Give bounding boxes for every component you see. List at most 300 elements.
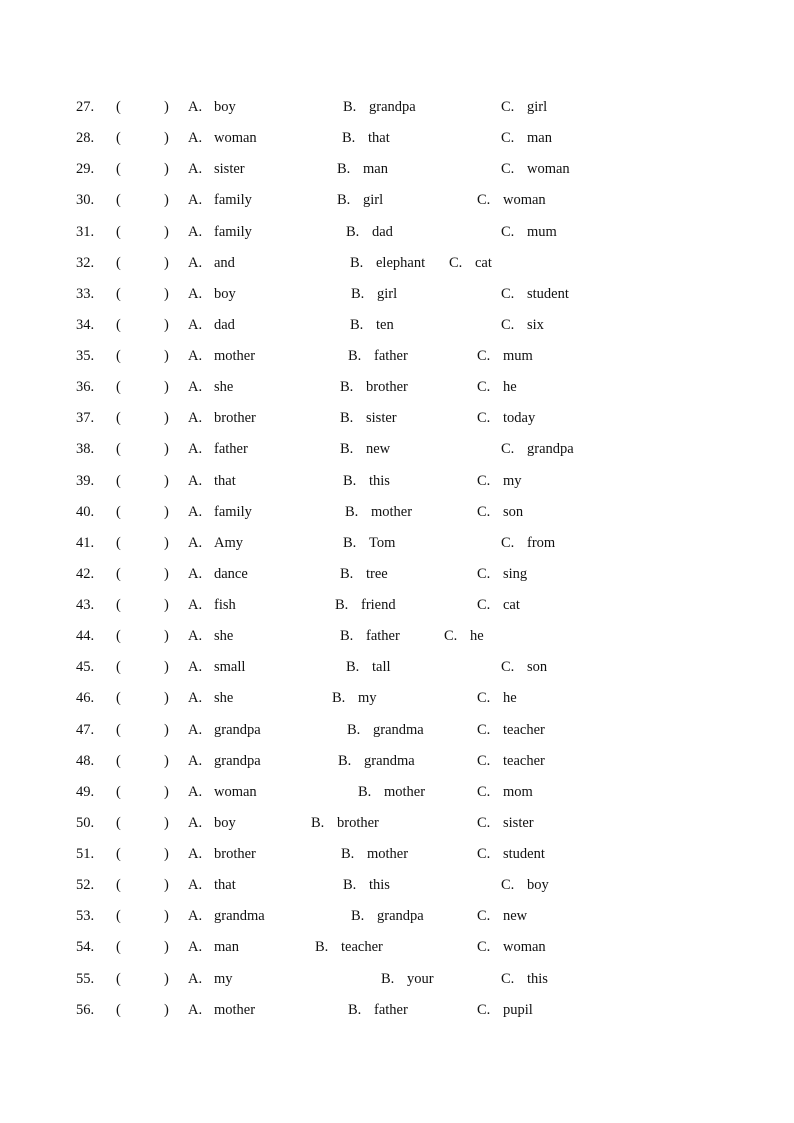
option-c-word: sing [503,566,528,582]
option-b [337,159,388,179]
answer-blank-open: ( [116,939,121,955]
option-a-letter: A. [188,1002,203,1018]
option-b-letter: B. [311,815,325,831]
option-a-word: grandpa [214,722,261,738]
option-b-word: girl [377,286,398,302]
answer-blank-open: ( [116,535,121,551]
option-a-letter: A. [188,130,203,146]
option-c [477,937,546,957]
option-a-letter: A. [188,877,203,893]
option-c [477,720,545,740]
question-row [0,626,794,646]
question-row [0,937,794,957]
option-c-letter: C. [501,441,515,457]
option-b-word: this [369,473,390,489]
option-a [188,688,233,708]
option-a-word: father [214,441,248,457]
answer-blank-open: ( [116,597,121,613]
answer-blank-open: ( [116,286,121,302]
option-b-word: brother [337,815,379,831]
option-a-word: boy [214,99,236,115]
option-c-letter: C. [501,161,515,177]
option-a-letter: A. [188,255,203,271]
option-c-word: he [470,628,484,644]
option-a-letter: A. [188,939,203,955]
option-a-word: fish [214,597,236,613]
question-number: 45. [76,659,95,675]
question-number: 50. [76,815,95,831]
question-row [0,97,794,117]
option-c-letter: C. [477,348,491,364]
option-a [188,346,255,366]
answer-blank-close: ) [164,192,169,208]
option-c [501,97,547,117]
option-a-letter: A. [188,753,203,769]
option-c-word: boy [527,877,549,893]
option-b-word: grandpa [369,99,416,115]
option-c [477,377,517,397]
option-c-letter: C. [477,722,491,738]
answer-blank-open: ( [116,908,121,924]
option-a-word: she [214,690,234,706]
option-b-word: teacher [341,939,383,955]
option-b-letter: B. [337,161,351,177]
option-b [342,128,390,148]
option-c-word: man [527,130,552,146]
option-a-letter: A. [188,410,203,426]
option-c-word: woman [503,192,546,208]
option-b-word: mother [384,784,426,800]
option-c-word: today [503,410,536,426]
answer-blank-close: ) [164,722,169,738]
question-row [0,346,794,366]
option-b-word: this [369,877,390,893]
option-c-letter: C. [501,535,515,551]
option-c-word: six [527,317,544,333]
option-a-word: family [214,224,252,240]
answer-blank-open: ( [116,628,121,644]
option-a-word: she [214,628,234,644]
option-b [346,222,393,242]
option-b [347,720,424,740]
answer-blank-close: ) [164,753,169,769]
option-a [188,159,245,179]
option-c-letter: C. [477,566,491,582]
option-c-letter: C. [477,473,491,489]
question-row [0,533,794,553]
option-b-word: that [368,130,390,146]
option-c-word: student [503,846,545,862]
answer-blank-close: ) [164,659,169,675]
option-b-letter: B. [340,441,354,457]
answer-blank-open: ( [116,255,121,271]
option-b [350,315,394,335]
question-number: 30. [76,192,95,208]
option-b-letter: B. [343,535,357,551]
answer-blank-open: ( [116,659,121,675]
option-c-word: grandpa [527,441,574,457]
question-row [0,284,794,304]
answer-blank-close: ) [164,504,169,520]
question-number: 35. [76,348,95,364]
answer-blank-close: ) [164,441,169,457]
option-c-word: woman [527,161,570,177]
option-b-word: Tom [369,535,396,551]
option-c [477,564,527,584]
question-number: 47. [76,722,95,738]
question-row [0,813,794,833]
option-a [188,533,243,553]
option-c-word: from [527,535,556,551]
option-a-letter: A. [188,971,203,987]
question-number: 37. [76,410,95,426]
option-b-word: sister [366,410,397,426]
question-number: 34. [76,317,95,333]
option-a-word: dad [214,317,235,333]
question-row [0,128,794,148]
option-c [501,875,549,895]
option-c [501,159,570,179]
answer-blank-open: ( [116,1002,121,1018]
answer-blank-open: ( [116,753,121,769]
question-row [0,439,794,459]
question-row [0,315,794,335]
option-b-letter: B. [343,877,357,893]
answer-blank-open: ( [116,784,121,800]
option-c-letter: C. [501,130,515,146]
option-a-letter: A. [188,815,203,831]
option-a-letter: A. [188,317,203,333]
option-b [340,408,397,428]
option-b [315,937,383,957]
answer-blank-open: ( [116,348,121,364]
option-b-letter: B. [358,784,372,800]
option-a-word: Amy [214,535,243,551]
option-a-letter: A. [188,659,203,675]
option-a-word: and [214,255,235,271]
question-row [0,408,794,428]
question-number: 41. [76,535,95,551]
option-b-word: dad [372,224,393,240]
answer-blank-close: ) [164,939,169,955]
option-b [381,969,434,989]
option-c-letter: C. [477,846,491,862]
option-a-word: small [214,659,246,675]
question-number: 29. [76,161,95,177]
option-a [188,844,256,864]
option-a [188,782,257,802]
option-a-word: boy [214,286,236,302]
option-b-letter: B. [348,348,362,364]
option-b-word: mother [371,504,413,520]
option-b-letter: B. [347,722,361,738]
option-c-word: sister [503,815,534,831]
question-row [0,253,794,273]
question-number: 44. [76,628,95,644]
answer-blank-close: ) [164,846,169,862]
option-b-word: friend [361,597,396,613]
option-b-letter: B. [346,224,360,240]
question-row [0,159,794,179]
option-b-letter: B. [342,130,356,146]
option-c-letter: C. [477,504,491,520]
answer-blank-open: ( [116,846,121,862]
question-number: 55. [76,971,95,987]
option-a [188,284,236,304]
option-c-letter: C. [477,379,491,395]
answer-blank-close: ) [164,161,169,177]
option-c [501,222,557,242]
option-c [477,408,535,428]
answer-blank-close: ) [164,224,169,240]
option-b-letter: B. [343,473,357,489]
option-a [188,190,252,210]
answer-blank-close: ) [164,566,169,582]
option-c [501,128,552,148]
question-row [0,190,794,210]
option-a-word: my [214,971,233,987]
option-c [501,439,574,459]
option-a [188,222,252,242]
option-c-letter: C. [501,317,515,333]
option-c-word: cat [475,255,492,271]
option-c [501,657,547,677]
option-b [337,190,383,210]
option-b [351,284,397,304]
option-c-word: teacher [503,753,545,769]
option-b-letter: B. [340,410,354,426]
option-c-word: new [503,908,528,924]
option-b-letter: B. [381,971,395,987]
option-a [188,626,233,646]
option-a-letter: A. [188,473,203,489]
question-row [0,657,794,677]
option-a-letter: A. [188,99,203,115]
option-a-letter: A. [188,161,203,177]
question-row [0,502,794,522]
option-b-word: tall [372,659,391,675]
answer-blank-close: ) [164,908,169,924]
option-c-letter: C. [444,628,458,644]
option-a-word: boy [214,815,236,831]
answer-blank-close: ) [164,379,169,395]
option-b-word: my [358,690,377,706]
question-row [0,969,794,989]
option-c-word: he [503,690,517,706]
option-a [188,408,256,428]
answer-blank-open: ( [116,224,121,240]
answer-blank-close: ) [164,877,169,893]
question-number: 51. [76,846,95,862]
option-b-word: tree [366,566,388,582]
option-a-letter: A. [188,597,203,613]
option-b [343,471,390,491]
answer-blank-close: ) [164,410,169,426]
answer-blank-close: ) [164,784,169,800]
option-b-letter: B. [348,1002,362,1018]
option-c-letter: C. [501,877,515,893]
option-c [449,253,492,273]
answer-blank-open: ( [116,971,121,987]
option-b-word: grandma [373,722,424,738]
option-b-word: mother [367,846,409,862]
option-b-letter: B. [350,255,364,271]
option-c-word: teacher [503,722,545,738]
option-c-letter: C. [501,971,515,987]
option-a [188,564,248,584]
option-c [501,315,544,335]
option-b-word: your [407,971,434,987]
question-number: 43. [76,597,95,613]
option-a-word: mother [214,348,256,364]
option-b [335,595,396,615]
option-b-letter: B. [341,846,355,862]
option-b [340,564,388,584]
option-c [501,969,548,989]
answer-blank-close: ) [164,971,169,987]
question-number: 28. [76,130,95,146]
option-a-word: brother [214,410,256,426]
option-a [188,1000,255,1020]
question-number: 52. [76,877,95,893]
option-a [188,439,248,459]
option-a [188,906,265,926]
option-c-letter: C. [477,784,491,800]
answer-blank-open: ( [116,690,121,706]
option-b [341,844,408,864]
option-c-word: girl [527,99,548,115]
option-b [343,533,395,553]
answer-blank-open: ( [116,99,121,115]
option-a [188,813,236,833]
answer-blank-close: ) [164,317,169,333]
answer-blank-close: ) [164,130,169,146]
question-row [0,782,794,802]
option-a [188,128,257,148]
option-a-letter: A. [188,192,203,208]
answer-blank-open: ( [116,877,121,893]
option-b-letter: B. [340,628,354,644]
option-c-letter: C. [477,597,491,613]
question-row [0,751,794,771]
option-a-word: man [214,939,239,955]
question-number: 54. [76,939,95,955]
option-a-letter: A. [188,441,203,457]
option-b-letter: B. [335,597,349,613]
option-c-word: mom [503,784,533,800]
option-a-word: sister [214,161,245,177]
option-b [345,502,412,522]
option-a-word: that [214,877,236,893]
option-c-letter: C. [449,255,463,271]
question-row [0,564,794,584]
answer-blank-open: ( [116,566,121,582]
option-b-word: father [374,1002,408,1018]
option-c-word: mum [503,348,533,364]
option-b [338,751,415,771]
question-number: 36. [76,379,95,395]
option-c-letter: C. [477,410,491,426]
option-a [188,315,235,335]
answer-blank-close: ) [164,286,169,302]
option-b-letter: B. [340,566,354,582]
question-number: 42. [76,566,95,582]
option-c [477,502,523,522]
option-c-word: son [527,659,548,675]
option-c [477,190,546,210]
option-b [332,688,377,708]
option-c-word: son [503,504,524,520]
question-row [0,471,794,491]
option-a-letter: A. [188,348,203,364]
option-b-word: girl [363,192,384,208]
question-number: 40. [76,504,95,520]
option-b-letter: B. [337,192,351,208]
option-b-word: father [366,628,400,644]
option-b [311,813,379,833]
option-b [346,657,391,677]
option-a [188,657,245,677]
option-c-letter: C. [477,939,491,955]
option-a-letter: A. [188,784,203,800]
option-b [348,346,408,366]
question-number: 31. [76,224,95,240]
option-c-letter: C. [501,659,515,675]
answer-blank-open: ( [116,722,121,738]
option-c-letter: C. [477,815,491,831]
option-b-letter: B. [345,504,359,520]
question-number: 33. [76,286,95,302]
option-c-letter: C. [477,690,491,706]
question-number: 56. [76,1002,95,1018]
option-b [343,97,416,117]
option-c [477,813,534,833]
option-a-letter: A. [188,846,203,862]
question-number: 39. [76,473,95,489]
option-c-word: my [503,473,522,489]
option-a [188,937,239,957]
option-c-word: woman [503,939,546,955]
question-row [0,906,794,926]
option-b-word: new [366,441,391,457]
option-a-word: brother [214,846,256,862]
option-a-word: dance [214,566,248,582]
option-c [477,595,520,615]
option-a-letter: A. [188,628,203,644]
answer-blank-open: ( [116,815,121,831]
option-a [188,97,236,117]
answer-blank-close: ) [164,473,169,489]
option-a [188,253,235,273]
question-number: 27. [76,99,95,115]
option-b-word: man [363,161,388,177]
option-c [477,471,522,491]
answer-blank-close: ) [164,815,169,831]
option-c [477,1000,533,1020]
question-number: 49. [76,784,95,800]
question-number: 38. [76,441,95,457]
question-number: 53. [76,908,95,924]
answer-blank-close: ) [164,535,169,551]
option-c [477,844,545,864]
option-b [350,253,425,273]
option-b-word: grandma [364,753,415,769]
option-b-word: elephant [376,255,426,271]
option-b-letter: B. [315,939,329,955]
option-b-letter: B. [351,286,365,302]
answer-blank-close: ) [164,690,169,706]
question-row [0,688,794,708]
